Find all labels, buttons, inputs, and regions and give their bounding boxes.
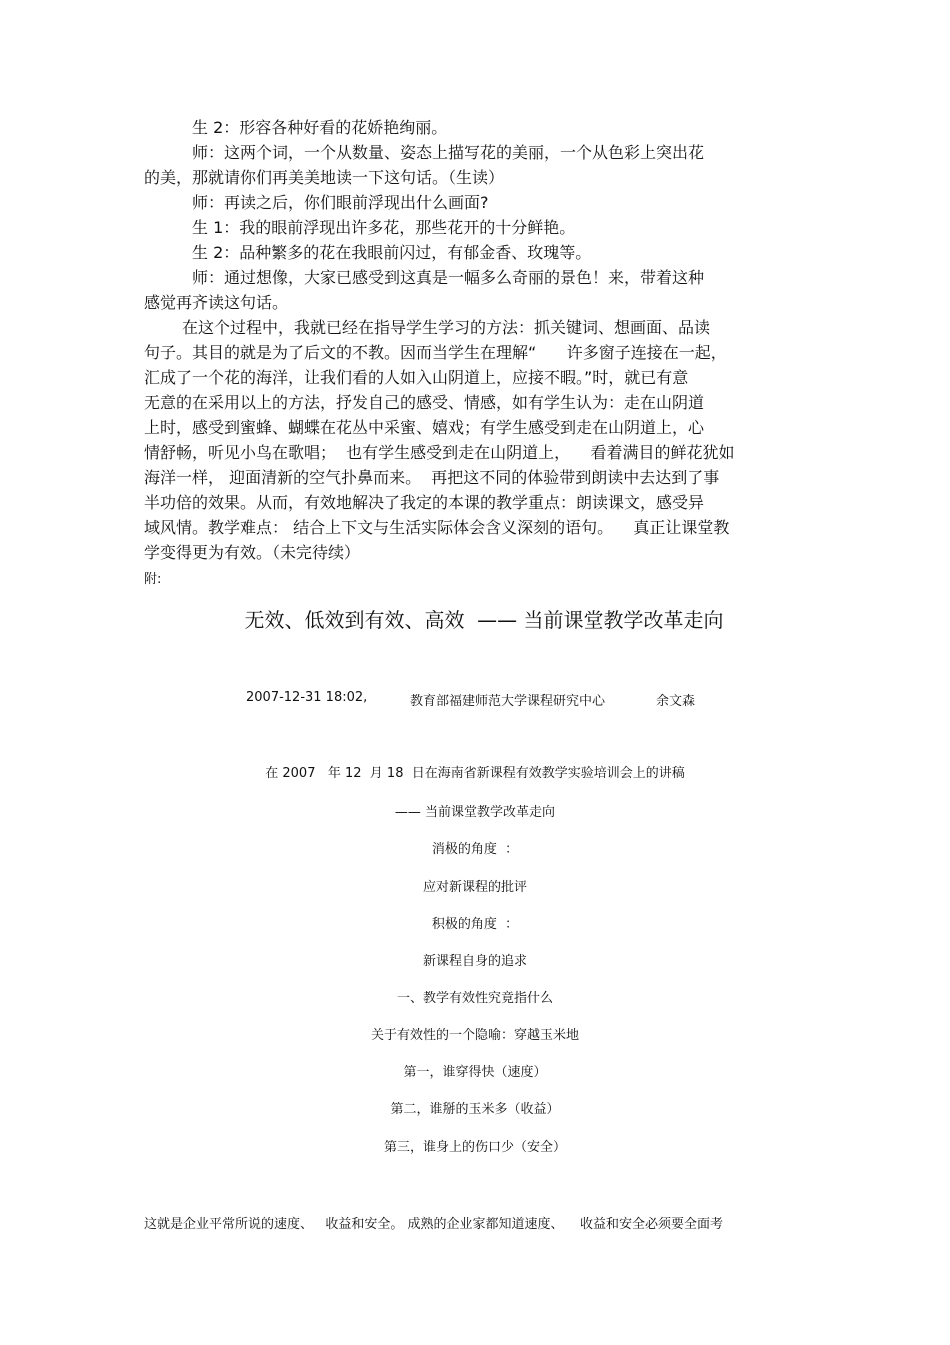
byline-datetime: 2007-12-31 18:02, xyxy=(246,690,368,705)
body-line-3: 的美，那就请你们再美美地读一下这句话。（生读） xyxy=(144,168,505,187)
body-line-14: 情舒畅，听见小鸟在歌唱； 也有学生感受到走在山阴道上， 看着满目的鲜花犹如 xyxy=(144,443,735,462)
body-line-8: 感觉再齐读这句话。 xyxy=(144,293,289,312)
body-line-4: 师：再读之后，你们眼前浮现出什么画面? xyxy=(192,193,489,212)
body-line-11: 汇成了一个花的海洋，让我们看的人如入山阴道上，应接不暇。”时，就已有意 xyxy=(144,368,689,387)
body-line-15: 海洋一样， 迎面清新的空气扑鼻而来。 再把这不同的体验带到朗读中去达到了事 xyxy=(144,468,720,487)
body-line-2: 师：这两个词，一个从数量、姿态上描写花的美丽，一个从色彩上突出花 xyxy=(192,143,705,162)
body-line-6: 生 2：品种繁多的花在我眼前闪过，有郁金香、玫瑰等。 xyxy=(192,243,592,262)
body-line-13: 上时，感受到蜜蜂、蝴蝶在花丛中采蜜、嬉戏；有学生感受到走在山阴道上，心 xyxy=(144,418,705,437)
body-line-10: 句子。其目的就是为了后文的不教。因而当学生在理解“ 许多窗子连接在一起， xyxy=(144,343,727,362)
body-line-1: 生 2：形容各种好看的花娇艳绚丽。 xyxy=(192,118,448,137)
outline-item: 应对新课程的批评 xyxy=(422,880,527,895)
article-title: 无效、低效到有效、高效 —— 当前课堂教学改革走向 xyxy=(244,608,724,632)
speech-note: 在 2007 年 12 月 18 日在海南省新课程有效教学实验培训会上的讲稿 xyxy=(265,766,685,781)
body-line-12: 无意的在采用以上的方法，抒发自己的感受、情感，如有学生认为：走在山阴道 xyxy=(144,393,705,412)
body-line-9: 在这个过程中，我就已经在指导学生学习的方法：抓关键词、想画面、品读 xyxy=(182,318,711,337)
body-line-18: 学变得更为有效。（未完待续） xyxy=(144,543,361,562)
outline-item: 第二，谁掰的玉米多（收益） xyxy=(390,1102,560,1117)
outline-item: 关于有效性的一个隐喻：穿越玉米地 xyxy=(370,1028,579,1043)
closing-line: 这就是企业平常所说的速度、 收益和安全。 成熟的企业家都知道速度、 收益和安全必须要全面考 xyxy=(144,1217,724,1232)
outline-item: 消极的角度 ： xyxy=(431,842,519,857)
body-line-5: 生 1：我的眼前浮现出许多花，那些花开的十分鲜艳。 xyxy=(192,218,576,237)
subtitle-line: —— 当前课堂教学改革走向 xyxy=(394,805,556,820)
body-line-7: 师：通过想像，大家已感受到这真是一幅多么奇丽的景色！来，带着这种 xyxy=(192,268,705,287)
body-line-16: 半功倍的效果。从而，有效地解决了我定的本课的教学重点：朗读课文，感受异 xyxy=(144,493,705,512)
byline-author: 余文森 xyxy=(656,694,696,709)
body-line-17: 域风情。教学难点： 结合上下文与生活实际体会含义深刻的语句。 真正让课堂教 xyxy=(144,518,730,537)
outline-item: 第三，谁身上的伤口少（安全） xyxy=(383,1140,566,1155)
outline-item: 新课程自身的追求 xyxy=(422,954,527,969)
appendix-label: 附: xyxy=(144,572,162,587)
section-heading: 一、教学有效性究竟指什么 xyxy=(396,991,553,1006)
byline-institution: 教育部福建师范大学课程研究中心 xyxy=(410,694,606,709)
outline-item: 第一，谁穿得快（速度） xyxy=(403,1065,547,1080)
outline-item: 积极的角度 ： xyxy=(431,917,519,932)
